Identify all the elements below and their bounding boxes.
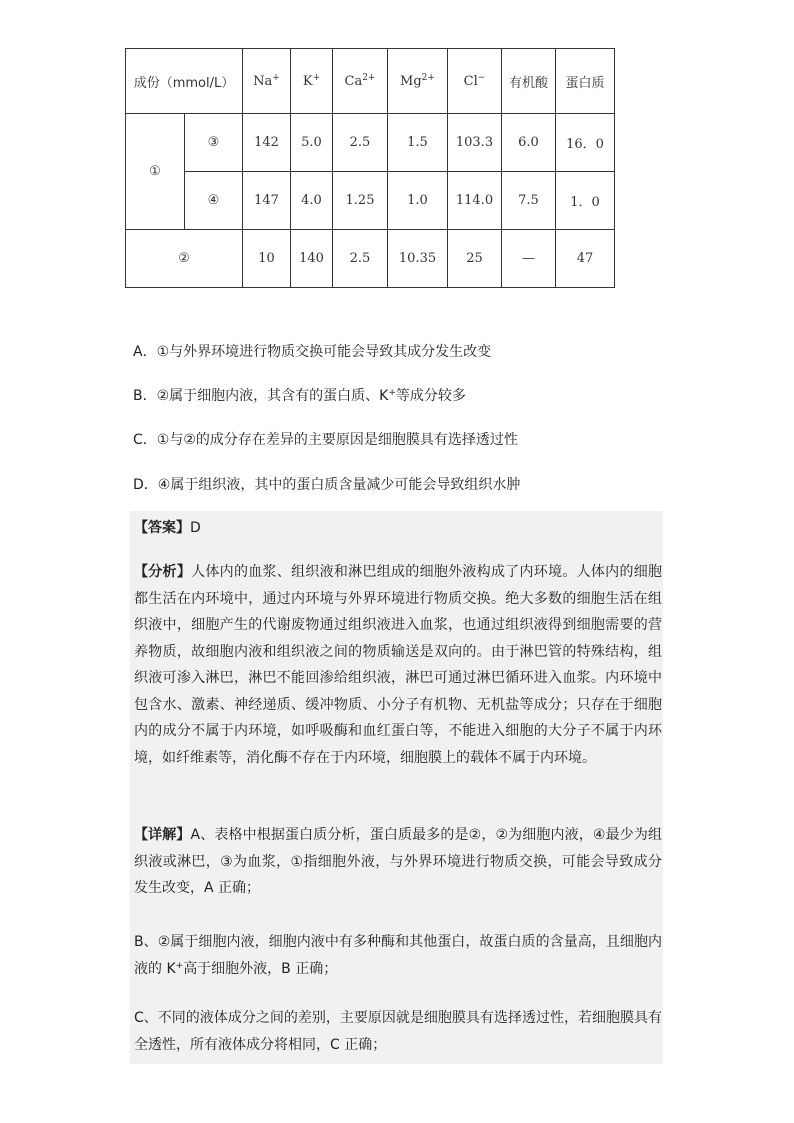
table-cell: 47 bbox=[556, 230, 615, 288]
table-cell: 1．0 bbox=[556, 172, 615, 230]
table-cell: 1.0 bbox=[388, 172, 448, 230]
table-cell: 1.5 bbox=[388, 114, 448, 172]
header-protein: 蛋白质 bbox=[556, 49, 615, 114]
table-cell: 25 bbox=[448, 230, 502, 288]
composition-table bbox=[125, 48, 615, 288]
row-label: ② bbox=[126, 230, 243, 288]
header-organic-acid: 有机酸 bbox=[502, 49, 556, 114]
table-cell: 7.5 bbox=[502, 172, 556, 230]
option-d: D．④属于组织液，其中的蛋白质含量减少可能会导致组织水肿 bbox=[133, 477, 521, 493]
table-cell: 103.3 bbox=[448, 114, 502, 172]
table-row bbox=[126, 114, 615, 172]
detail-paragraph-a: 【详解】A、表格中根据蛋白质分析，蛋白质最多的是②，②为细胞内液，④最少为组织液或淋巴，③为血浆，①指细胞外液，与外界环境进行物质交换，可能会导致成分发生改变，A 正确； bbox=[134, 827, 662, 896]
answer-line: 【答案】D bbox=[134, 520, 201, 536]
table-cell: 16．0 bbox=[556, 114, 615, 172]
table-cell: — bbox=[502, 230, 556, 288]
table-cell: 114.0 bbox=[448, 172, 502, 230]
table-cell: 5.0 bbox=[291, 114, 333, 172]
table-cell: 147 bbox=[243, 172, 291, 230]
table-cell: 2.5 bbox=[333, 230, 388, 288]
header-na: Na+ bbox=[243, 49, 291, 114]
table-cell: 6.0 bbox=[502, 114, 556, 172]
table-cell: 142 bbox=[243, 114, 291, 172]
table-header-row bbox=[126, 49, 615, 114]
header-ca: $Ca^{2+}$ bbox=[333, 49, 388, 114]
row-label: ③ bbox=[185, 114, 243, 172]
header-cl: Cl− bbox=[448, 49, 502, 114]
table-cell: 10.35 bbox=[388, 230, 448, 288]
analysis-paragraph: 【分析】人体内的血浆、组织液和淋巴组成的细胞外液构成了内环境。人体内的细胞都生活在内环境中，通过内环境与外界环境进行物质交换。绝大多数的细胞生活在组织液中，细胞产生的代谢废物通过组织液进入血浆，也通过组织液得到细胞需要的营养物质，故细胞内液和组织液之间的物质输送是双向的。由于淋巴管的特殊结构，组织液可渗入淋巴，淋巴不能回渗给组织液，淋巴可通过淋巴循环进入血浆。内环境中包含水、激素、神经递质、缓冲物质、小分子有机物、无机盐等成分；只存在于细胞内的成分不属于内环境，如呼吸酶和血红蛋白等，不能进入细胞的大分子不属于内环境，如纤维素等，消化酶不存在于内环境，细胞膜上的载体不属于内环境。 bbox=[134, 564, 663, 766]
table-cell: 2.5 bbox=[333, 114, 388, 172]
option-b: B．②属于细胞内液，其含有的蛋白质、K+等成分较多 bbox=[133, 388, 466, 404]
header-mg: $Mg^{2+}$ bbox=[388, 49, 448, 114]
detail-paragraph-c: C、不同的液体成分之间的差别，主要原因就是细胞膜具有选择透过性，若细胞膜具有全透性，所有液体成分将相同，C 正确； bbox=[134, 1010, 662, 1053]
option-c: C．①与②的成分存在差异的主要原因是细胞膜具有选择透过性 bbox=[133, 432, 518, 448]
row-label: ④ bbox=[185, 172, 243, 230]
table-row bbox=[126, 172, 615, 230]
detail-paragraph-b: B、②属于细胞内液，细胞内液中有多种酶和其他蛋白，故蛋白质的含量高，且细胞内液的 K+高于细胞外液，B 正确； bbox=[134, 934, 662, 977]
table-cell: 1.25 bbox=[333, 172, 388, 230]
table-cell: 4.0 bbox=[291, 172, 333, 230]
option-a: A．①与外界环境进行物质交换可能会导致其成分发生改变 bbox=[133, 344, 492, 360]
group-label-1: ① bbox=[126, 114, 185, 230]
table-cell: 10 bbox=[243, 230, 291, 288]
header-k: K+ bbox=[291, 49, 333, 114]
table-row bbox=[126, 230, 615, 288]
table-cell: 140 bbox=[291, 230, 333, 288]
header-label: 成份（mmol/L） bbox=[126, 49, 243, 114]
